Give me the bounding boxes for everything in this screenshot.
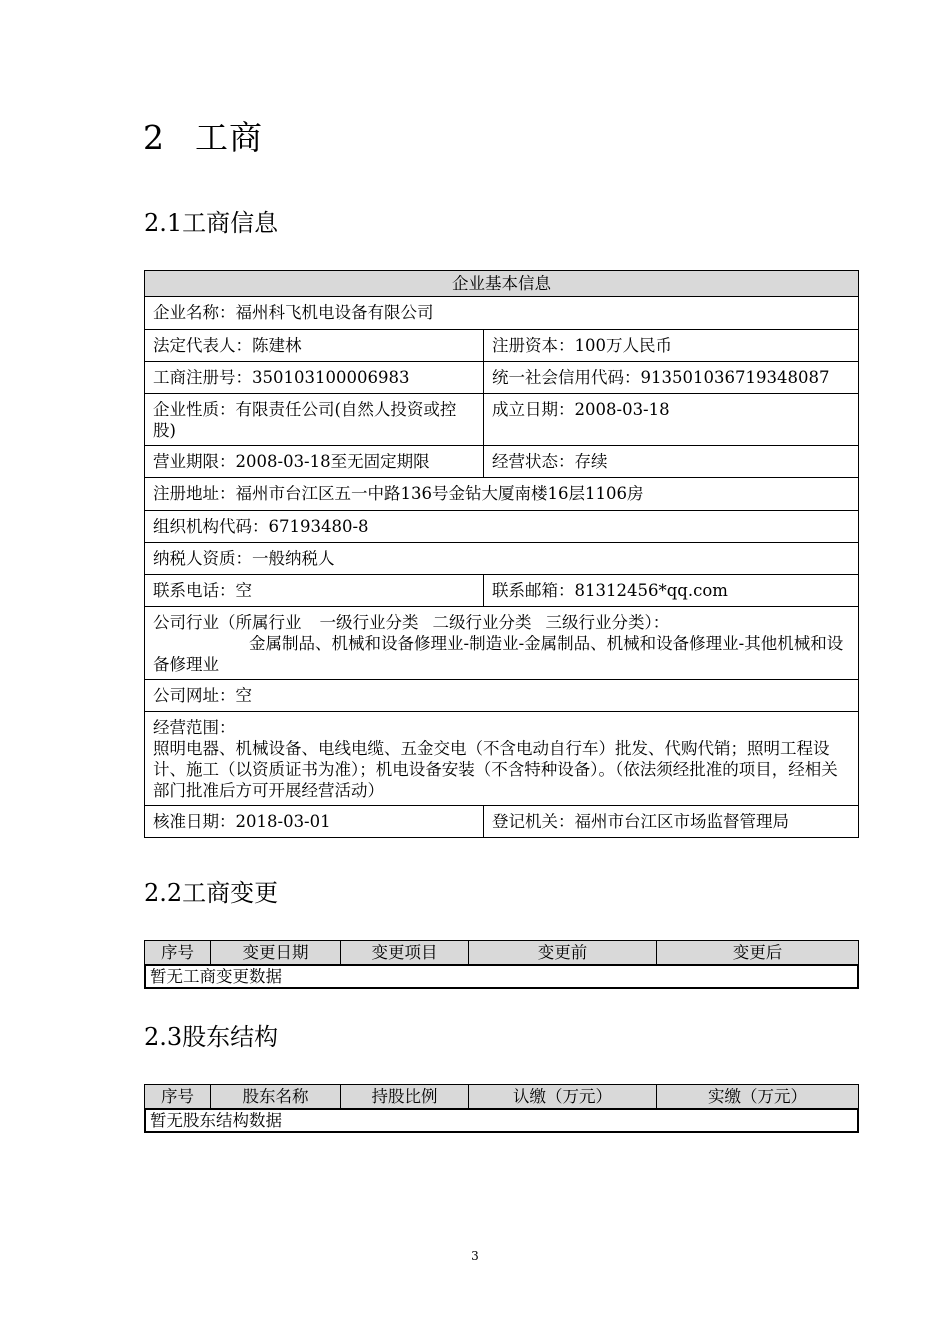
chapter-title: 工商 — [195, 118, 263, 157]
chapter-heading — [143, 112, 263, 159]
scope-label: 经营范围： — [153, 718, 236, 737]
industry-label-c: 二级行业分类 — [432, 613, 532, 632]
company-name-cell: 企业名称：福州科飞机电设备有限公司 — [145, 297, 859, 330]
industry-label-d: 三级行业分类）： — [545, 613, 670, 632]
nature-cell: 企业性质：有限责任公司(自然人投资或控股) — [145, 394, 484, 446]
email-cell: 联系邮箱：81312456*qq.com — [484, 575, 859, 607]
column-header: 股东名称 — [211, 1085, 341, 1109]
scope-cell — [145, 712, 859, 806]
column-header: 变更项目 — [341, 941, 469, 965]
founded-cell: 成立日期：2008-03-18 — [484, 394, 859, 446]
capital-cell: 注册资本：100万人民币 — [484, 330, 859, 362]
empty-row — [145, 965, 859, 989]
shareholders-table — [144, 1084, 859, 1133]
industry-cell — [145, 607, 859, 680]
column-header: 实缴（万元） — [657, 1085, 859, 1109]
column-header: 认缴（万元） — [469, 1085, 657, 1109]
column-header: 变更后 — [657, 941, 859, 965]
authority-cell: 登记机关：福州市台江区市场监督管理局 — [484, 806, 859, 838]
term-cell: 营业期限：2008-03-18至无固定期限 — [145, 446, 484, 478]
section-heading-info: 2.1工商信息 — [144, 209, 279, 237]
status-cell: 经营状态：存续 — [484, 446, 859, 478]
chapter-number: 2 — [143, 118, 165, 157]
industry-label-a: 公司行业（所属行业 — [153, 613, 302, 632]
changes-table — [144, 940, 859, 989]
table-header: 企业基本信息 — [145, 271, 859, 297]
org-code-cell: 组织机构代码：67193480-8 — [145, 511, 859, 543]
column-header: 变更前 — [469, 941, 657, 965]
column-header: 序号 — [145, 1085, 211, 1109]
taxpayer-cell: 纳税人资质：一般纳税人 — [145, 543, 859, 575]
section-heading-shareholders: 2.3股东结构 — [144, 1023, 279, 1051]
reg-no-cell: 工商注册号：350103100006983 — [145, 362, 484, 394]
legal-rep-cell: 法定代表人：陈建林 — [145, 330, 484, 362]
empty-message: 暂无股东结构数据 — [145, 1109, 858, 1132]
credit-code-cell: 统一社会信用代码：913501036719348087 — [484, 362, 859, 394]
industry-label-b: 一级行业分类 — [319, 613, 419, 632]
website-cell: 公司网址：空 — [145, 680, 859, 712]
column-header: 序号 — [145, 941, 211, 965]
empty-row — [145, 1109, 859, 1133]
column-header: 持股比例 — [341, 1085, 469, 1109]
industry-value: 金属制品、机械和设备修理业-制造业-金属制品、机械和设备修理业-其他机械和设备修理业 — [153, 634, 844, 674]
empty-message: 暂无工商变更数据 — [145, 965, 858, 988]
section-heading-changes: 2.2工商变更 — [144, 879, 279, 907]
scope-text: 照明电器、机械设备、电线电缆、五金交电（不含电动自行车）批发、代购代销；照明工程设计、施工（以资质证书为准）；机电设备安装（不含特种设备）。（依法须经批准的项目，经相关部门批准后方可开展经营活动） — [153, 739, 838, 800]
basic-info-table — [144, 270, 859, 838]
address-cell: 注册地址：福州市台江区五一中路136号金钻大厦南楼16层1106房 — [145, 478, 859, 511]
approval-date-cell: 核准日期：2018-03-01 — [145, 806, 484, 838]
phone-cell: 联系电话：空 — [145, 575, 484, 607]
column-header: 变更日期 — [211, 941, 341, 965]
page-number: 3 — [471, 1249, 479, 1263]
